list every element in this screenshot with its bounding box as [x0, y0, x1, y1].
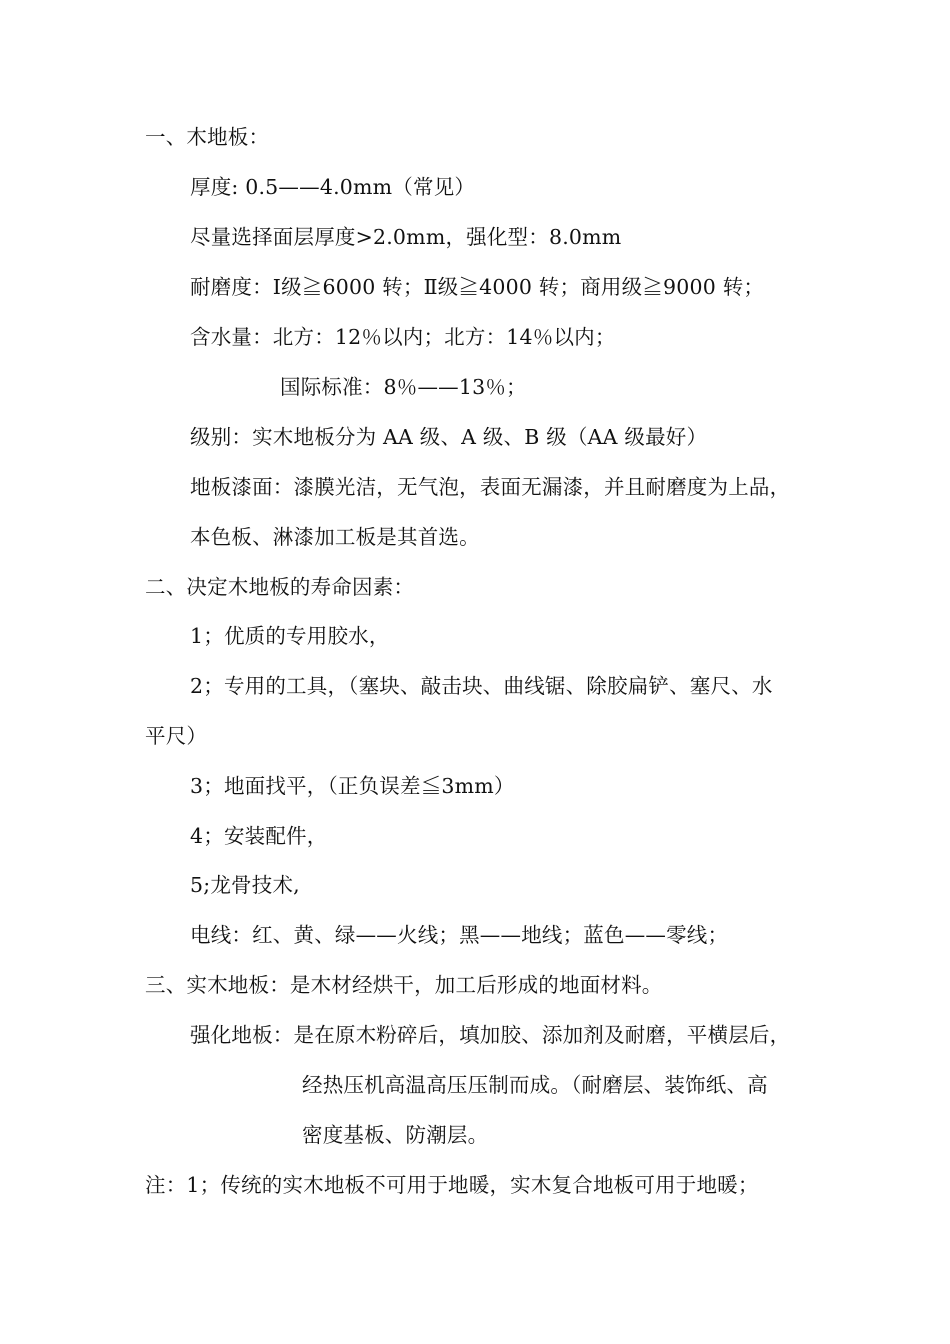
text-line: 1；优质的专用胶水，: [190, 624, 390, 648]
text-line: 平尺）: [145, 724, 208, 748]
text-line: 经热压机高温高压压制而成。（耐磨层、装饰纸、高: [302, 1073, 768, 1097]
text-line: 密度基板、防潮层。: [302, 1123, 489, 1147]
text-line: 5;龙骨技术,: [190, 873, 300, 897]
text-line: 电线：红、黄、绿——火线；黑——地线；蓝色——零线；: [190, 923, 729, 947]
text-line: 地板漆面：漆膜光洁，无气泡，表面无漏漆，并且耐磨度为上品，: [190, 475, 791, 499]
text-line: 厚度: 0.5——4.0mm（常见）: [190, 175, 476, 199]
text-line: 含水量：北方：12％以内；北方：14％以内；: [190, 325, 616, 349]
text-line: 2；专用的工具，（塞块、敲击块、曲线锯、除胶扁铲、塞尺、水: [190, 674, 773, 698]
text-line: 强化地板：是在原木粉碎后，填加胶、添加剂及耐磨，平横层后，: [190, 1023, 791, 1047]
text-line: 耐磨度：Ⅰ级≧6000 转；Ⅱ级≧4000 转；商用级≧9000 转；: [190, 275, 765, 299]
text-line: 国际标准：8％——13％；: [280, 375, 527, 399]
section-heading-1: 一、木地板：: [145, 125, 270, 149]
section-heading-3: 三、实木地板：是木材经烘干，加工后形成的地面材料。: [145, 973, 663, 997]
text-line: 本色板、淋漆加工板是其首选。: [190, 525, 480, 549]
text-line: 级别：实木地板分为 AA 级、A 级、B 级（AA 级最好）: [190, 425, 708, 449]
text-line: 3；地面找平，（正负误差≦3mm）: [190, 774, 515, 798]
text-line: 4；安装配件，: [190, 824, 328, 848]
section-heading-2: 二、决定木地板的寿命因素：: [145, 575, 415, 599]
note-line: 注：1；传统的实木地板不可用于地暖，实木复合地板可用于地暖；: [145, 1173, 759, 1197]
text-line: 尽量选择面层厚度>2.0mm，强化型：8.0mm: [190, 225, 622, 249]
